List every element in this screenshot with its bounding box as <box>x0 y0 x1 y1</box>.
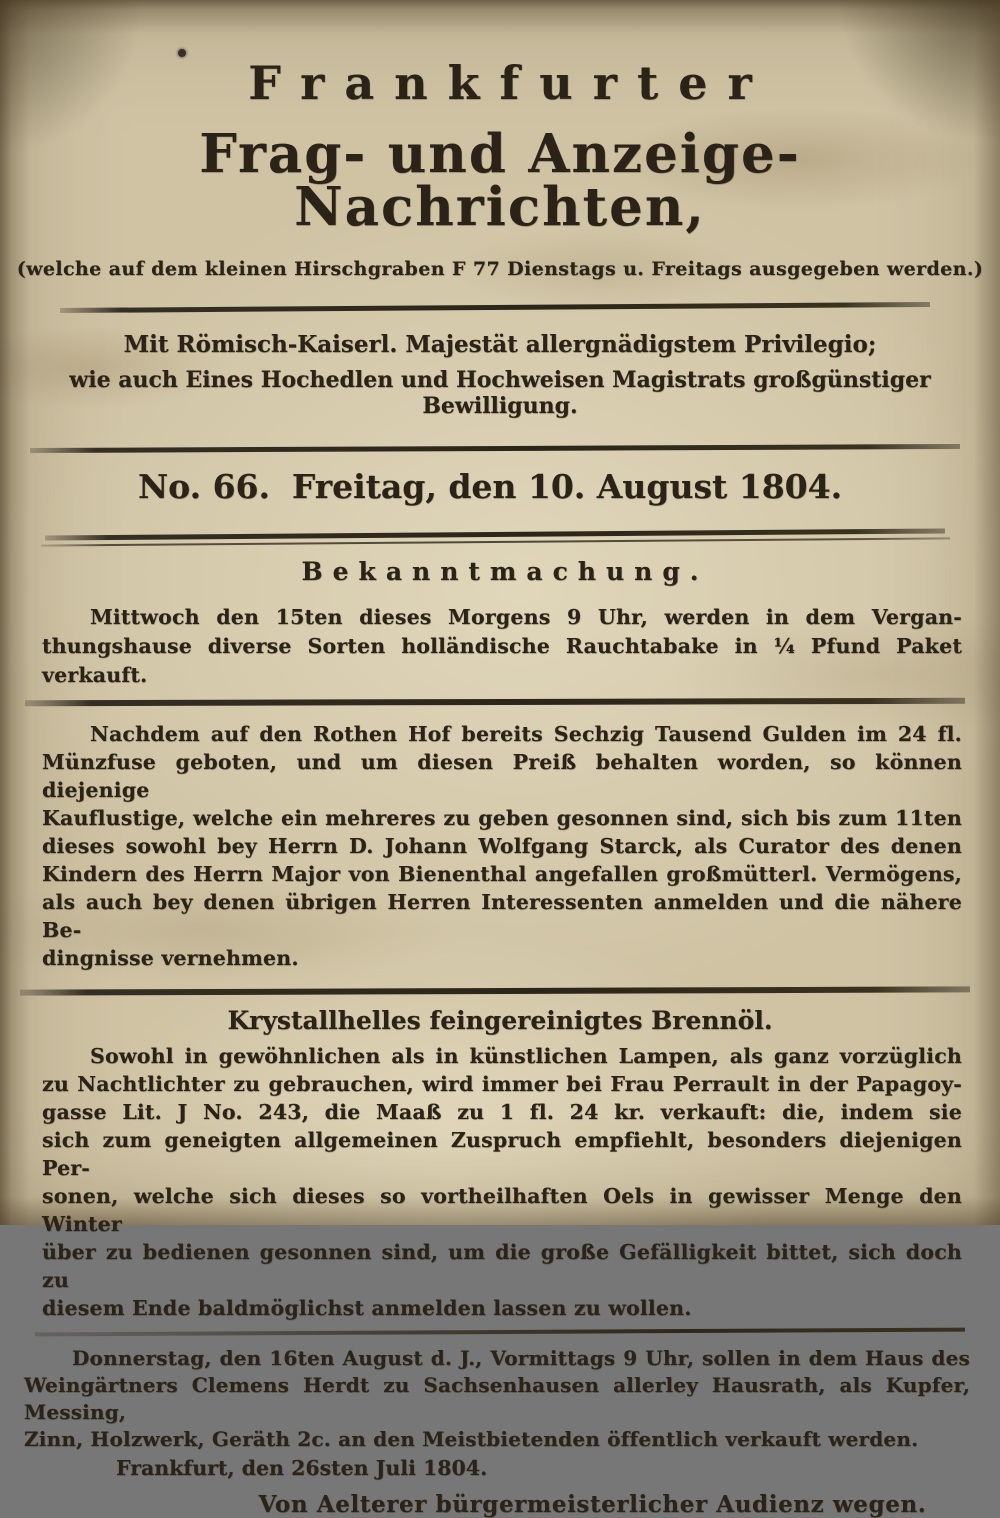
divider-rule <box>30 444 960 453</box>
text-line: diesem Ende baldmöglichst anmelden lassen zu wollen. <box>42 1296 692 1320</box>
text-line: Weingärtners Clemens Herdt zu Sachsenhausen allerley Hausrath, als Kupfer, Messing, <box>24 1373 970 1424</box>
text-line: sonen, welche sich dieses so vortheilhaften Oels in gewisser Menge den Winter <box>42 1184 962 1236</box>
newspaper-title-line1: Frankfurter <box>248 56 772 110</box>
text-line: dingnisse vernehmen. <box>42 946 299 970</box>
text-line: sich zum geneigten allgemeinen Zuspruch empfiehlt, besonders diejenigen Per- <box>42 1128 962 1180</box>
divider-rule <box>60 302 930 313</box>
privilege-line2: wie auch Eines Hochedlen und Hochweisen Magistrats großgünstiger Bewilligung. <box>69 367 931 419</box>
text-line: thungshause diverse Sorten holländische Rauchtabake in ¼ Pfund Paket verkauft. <box>42 634 962 687</box>
ink-spot <box>178 49 186 57</box>
text-line: gasse Lit. J No. 243, die Maaß zu 1 fl. 24 kr. verkauft: die, indem sie <box>42 1100 962 1124</box>
newspaper-title-line2: Frag- und Anzeige-Nachrichten, <box>199 123 801 238</box>
privilege-line1: Mit Römisch-Kaiserl. Majestät allergnädigstem Privilegio; <box>123 331 877 358</box>
closing-authority-line: Von Aelterer bürgermeisterlicher Audienz wegen. <box>258 1491 927 1518</box>
divider-rule <box>20 986 970 995</box>
divider-rule <box>25 698 965 706</box>
text-line: Donnerstag, den 16ten August d. J., Vormittags 9 Uhr, sollen in dem Haus des <box>72 1346 970 1370</box>
rothen-hof-paragraph <box>0 720 1000 972</box>
issue-number: No. 66. <box>138 467 270 506</box>
text-line: Sowohl in gewöhnlichen als in künstlichen Lampen, als ganz vorzüglich <box>90 1044 962 1068</box>
text-line: über zu bedienen gesonnen sind, um die große Gefälligkeit bittet, sich doch zu <box>42 1240 962 1292</box>
text-line: Münzfuse geboten, und um diesen Preiß behalten worden, so können diejenige <box>42 750 962 802</box>
privilege-statement <box>0 331 1000 419</box>
text-line: als auch bey denen übrigen Herren Interessenten anmelden und die nähere Be- <box>42 890 962 942</box>
divider-double-rule <box>45 528 945 546</box>
text-line: Zinn, Holzwerk, Geräth 2c. an den Meistbietenden öffentlich verkauft werden. <box>24 1427 919 1451</box>
text-line: Nachdem auf den Rothen Hof bereits Sechzig Tausend Gulden im 24 fl. <box>90 722 962 746</box>
issue-date: Freitag, den 10. August 1804. <box>291 467 843 506</box>
text-line: Kauflustige, welche ein mehreres zu geben gesonnen sind, sich bis zum 11ten <box>42 806 962 830</box>
section-heading-brennoel: Krystallhelles feingereinigtes Brennöl. <box>227 1006 773 1035</box>
text-line: dieses sowohl bey Herrn D. Johann Wolfgang Starck, als Curator des denen <box>42 834 962 858</box>
text-line: zu Nachtlichter zu gebrauchen, wird immer bei Frau Perrault in der Papagoy- <box>42 1072 962 1096</box>
issue-line <box>0 467 1000 509</box>
brennoel-paragraph <box>0 1042 1000 1322</box>
masthead <box>0 0 1000 280</box>
section-heading-bekanntmachung: Bekanntmachung. <box>301 557 709 586</box>
announcement-paragraph <box>0 603 1000 690</box>
auction-paragraph <box>0 1345 1000 1480</box>
masthead-subtitle: (welche auf dem kleinen Hirschgraben F 77 Dienstags u. Freitags ausgegeben werden.) <box>16 258 984 280</box>
text-line: Mittwoch den 15ten dieses Morgens 9 Uhr, werden in dem Vergan- <box>90 605 962 629</box>
text-line: Kindern des Herrn Major von Bienenthal angefallen großmütterl. Vermögens, <box>42 862 962 886</box>
dateline: Frankfurt, den 26sten Juli 1804. <box>116 1456 488 1480</box>
divider-rule <box>35 1328 965 1337</box>
